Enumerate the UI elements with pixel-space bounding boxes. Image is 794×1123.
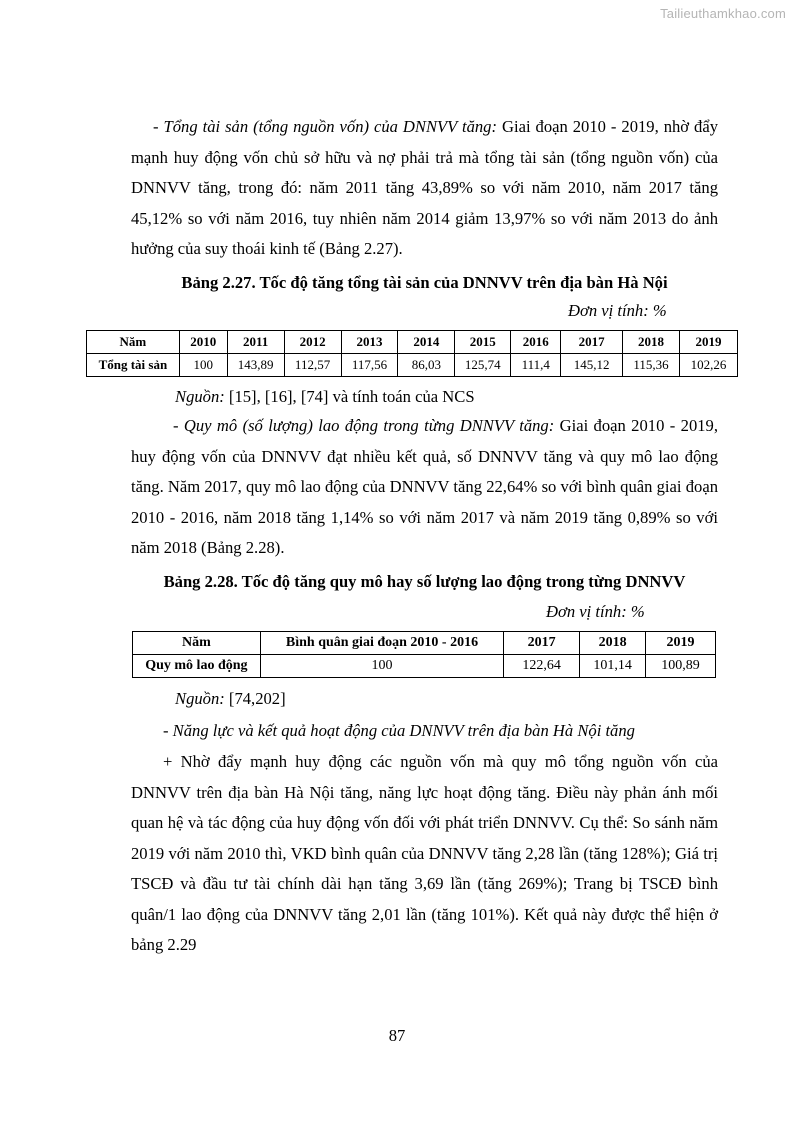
- table-caption: Bảng 2.28. Tốc độ tăng quy mô hay số lượng lao động trong từng DNNVV: [163, 572, 686, 591]
- paragraph-text: Giai đoạn 2010 - 2019, nhờ đẩy mạnh huy động vốn chủ sở hữu và nợ phải trả mà tổng tài sản (tổng nguồn vốn) của DNNVV tăng, trong đó: năm 2011 tăng 43,89% so với năm 2010, năm 2017 tăng 45,12% so với năm 2016, tuy nhiên năm 2014 giảm 13,97% so với năm 2013 do ảnh hưởng của suy thoái kinh tế (Bảng 2.27).: [131, 117, 718, 258]
- table-header-cell: Năm: [87, 331, 180, 354]
- table-header-row: [133, 632, 716, 655]
- table-row: [133, 655, 716, 678]
- table-cell: 100: [260, 655, 503, 678]
- page-number: 87: [388, 1026, 406, 1045]
- table-cell: 112,57: [284, 354, 341, 377]
- paragraph-capacity-detail: + Nhờ đẩy mạnh huy động các nguồn vốn mà quy mô tổng nguồn vốn của DNNVV trên địa bàn Hà Nội tăng, năng lực hoạt động tăng. Điều này phản ánh mối quan hệ và tác động của huy động vốn đối với phát triển DNNVV. Cụ thể: So sánh năm 2019 với năm 2010 thì, VKD bình quân của DNNVV tăng 2,28 lần (tăng 128%); Giá trị TSCĐ và đầu tư tài chính dài hạn tăng 3,69 lần (tăng 269%); Trang bị TSCĐ bình quân/1 lao động của DNNVV tăng 2,01 lần (tăng 101%). Kết quả này được thể hiện ở bảng 2.29: [131, 752, 718, 954]
- table-header-cell: 2016: [511, 331, 561, 354]
- table-header-cell: Năm: [133, 632, 261, 655]
- table-cell: Quy mô lao động: [133, 655, 261, 678]
- source-label: Nguồn:: [175, 689, 225, 708]
- table-cell: 102,26: [680, 354, 738, 377]
- labor-scale-table: [132, 631, 716, 678]
- table-cell: 101,14: [580, 655, 646, 678]
- paragraph-labor-scale: [131, 411, 718, 564]
- table-row: [87, 354, 738, 377]
- table-header-cell: 2011: [227, 331, 284, 354]
- table-header-cell: 2017: [504, 632, 580, 655]
- unit-label: Đơn vị tính: %: [546, 602, 645, 621]
- total-assets-table: [86, 330, 738, 377]
- table-source: [175, 386, 475, 408]
- table-header-row: [87, 331, 738, 354]
- source-label: Nguồn:: [175, 387, 225, 406]
- paragraph-lead: - Tổng tài sản (tổng nguồn vốn) của DNNVV tăng:: [153, 117, 498, 136]
- unit-label: Đơn vị tính: %: [568, 301, 667, 320]
- table-cell: 143,89: [227, 354, 284, 377]
- source-text: [15], [16], [74] và tính toán của NCS: [224, 387, 475, 406]
- table-cell: 111,4: [511, 354, 561, 377]
- table-header-cell: 2019: [680, 331, 738, 354]
- table-cell: 117,56: [341, 354, 398, 377]
- table-header-cell: 2018: [623, 331, 680, 354]
- paragraph-lead: - Quy mô (số lượng) lao động trong từng DNNVV tăng:: [173, 416, 555, 435]
- table-header-cell: 2010: [179, 331, 227, 354]
- paragraph-text: Giai đoạn 2010 - 2019, huy động vốn của DNNVV đạt nhiều kết quả, số DNNVV tăng và quy mô lao động tăng. Năm 2017, quy mô lao động của DNNVV tăng 22,64% so với bình quân giai đoạn 2010 - 2016, năm 2018 tăng 1,14% so với năm 2017 và năm 2019 tăng 0,89% so với năm 2018 (Bảng 2.28).: [131, 416, 718, 557]
- table-header-cell: 2019: [646, 632, 716, 655]
- table-header-cell: 2015: [455, 331, 511, 354]
- table-header-cell: 2013: [341, 331, 398, 354]
- table-cell: 122,64: [504, 655, 580, 678]
- table-header-cell: 2018: [580, 632, 646, 655]
- table-cell: 115,36: [623, 354, 680, 377]
- table-cell: Tổng tài sản: [87, 354, 180, 377]
- paragraph-lead: - Năng lực và kết quả hoạt động của DNNVV trên địa bàn Hà Nội tăng: [163, 721, 635, 740]
- table-header-cell: 2012: [284, 331, 341, 354]
- table-cell: 145,12: [561, 354, 623, 377]
- watermark: Tailieuthamkhao.com: [660, 6, 786, 21]
- table-source: [175, 688, 286, 710]
- table-header-cell: Bình quân giai đoạn 2010 - 2016: [260, 632, 503, 655]
- source-text: [74,202]: [224, 689, 286, 708]
- paragraph-capacity-heading: [131, 716, 718, 747]
- table-cell: 100: [179, 354, 227, 377]
- table-header-cell: 2014: [398, 331, 455, 354]
- table-cell: 86,03: [398, 354, 455, 377]
- table-cell: 100,89: [646, 655, 716, 678]
- table-header-cell: 2017: [561, 331, 623, 354]
- paragraph-total-assets: [131, 112, 718, 265]
- table-caption: Bảng 2.27. Tốc độ tăng tổng tài sản của DNNVV trên địa bàn Hà Nội: [181, 273, 668, 292]
- table-cell: 125,74: [455, 354, 511, 377]
